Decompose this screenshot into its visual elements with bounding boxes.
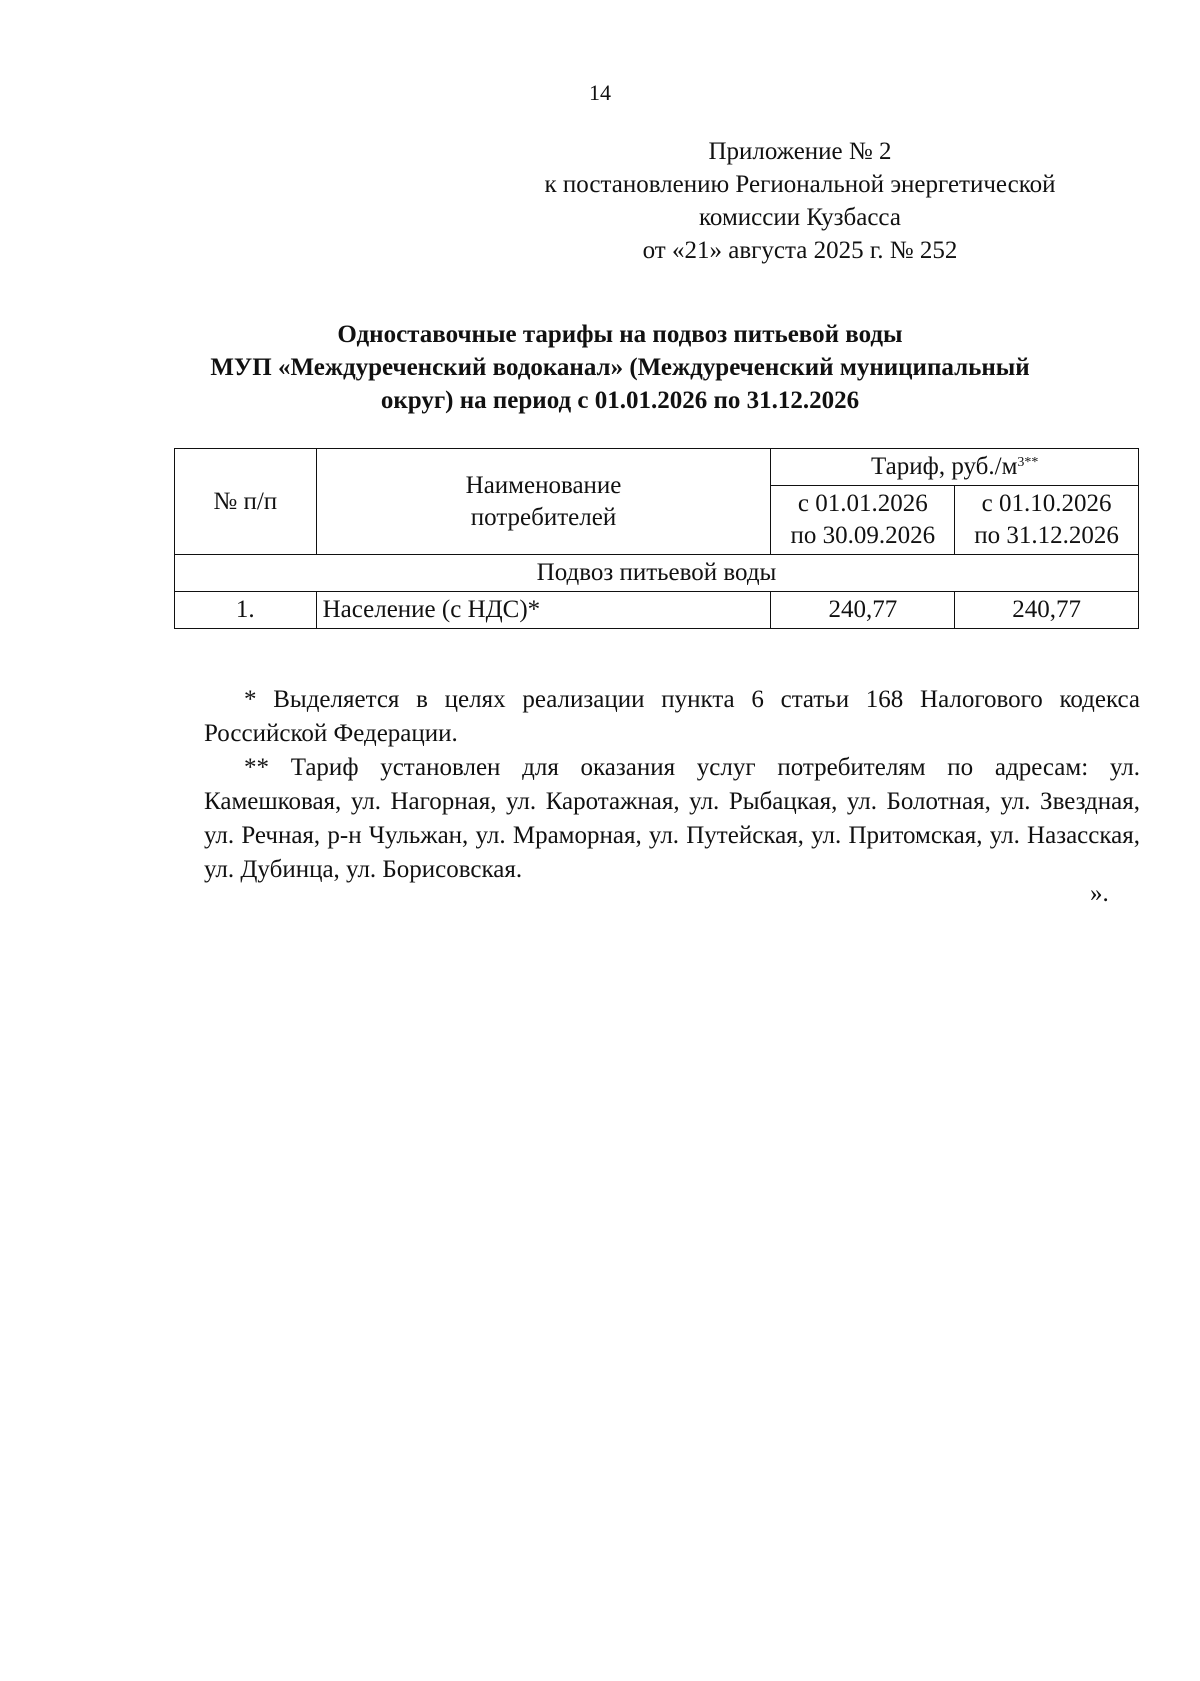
row-value-period-1: 240,77 — [771, 592, 955, 629]
closing-quote: ». — [1090, 880, 1109, 907]
header-name-line-1: Наименование — [465, 471, 622, 499]
period-2-line-1: с 01.10.2026 — [981, 490, 1112, 517]
title-line-1: Одноставочные тарифы на подвоз питьевой воды — [337, 321, 903, 348]
footnote-1: * Выделяется в целях реализации пункта 6 статьи 168 Налогового кодекса Российской Федерации. — [204, 686, 1140, 747]
appendix-line-1: Приложение № 2 — [708, 138, 892, 165]
footnote-2: ** Тариф установлен для оказания услуг потребителям по адресам: ул. Камешковая, ул. Нагорная, ул. Каротажная, ул. Рыбацкая, ул. Болотная, ул. Звездная, ул. Речная, р-н Чульжан, ул. Мраморная, ул. Путейская, ул. Притомская, ул. Назасская, ул. Дубинца, ул. Борисовская. — [204, 754, 1140, 883]
appendix-line-4: от «21» августа 2025 г. № 252 — [642, 237, 958, 264]
table-row — [175, 592, 1139, 629]
period-1-line-2: по 30.09.2026 — [790, 522, 936, 549]
header-name — [316, 449, 771, 555]
footnotes — [204, 683, 1140, 887]
tariff-table — [174, 448, 1139, 629]
header-num: № п/п — [175, 449, 317, 555]
header-tariff — [771, 449, 1139, 486]
page-number: 14 — [589, 80, 611, 105]
document-title — [120, 318, 1120, 417]
title-line-2: МУП «Междуреченский водоканал» (Междуреченский муниципальный — [210, 354, 1030, 381]
section-row — [175, 555, 1139, 592]
header-name-line-2: потребителей — [470, 503, 617, 531]
row-name: Население (с НДС)* — [316, 592, 771, 629]
table-header-row-1 — [175, 449, 1139, 486]
appendix-line-2: к постановлению Региональной энергетической — [544, 171, 1056, 198]
section-label: Подвоз питьевой воды — [175, 555, 1139, 592]
header-tariff-superscript: 3** — [1017, 455, 1039, 470]
header-tariff-label: Тариф, руб./м — [871, 453, 1018, 480]
period-1-line-1: с 01.01.2026 — [797, 490, 928, 517]
title-line-3: округ) на период с 01.01.2026 по 31.12.2026 — [380, 387, 860, 414]
appendix-line-3: комиссии Кузбасса — [699, 204, 901, 231]
period-2-line-2: по 31.12.2026 — [974, 522, 1119, 549]
header-period-2 — [955, 486, 1139, 555]
row-value-period-2: 240,77 — [955, 592, 1139, 629]
appendix-header — [520, 135, 1080, 267]
row-num: 1. — [175, 592, 317, 629]
header-period-1 — [771, 486, 955, 555]
